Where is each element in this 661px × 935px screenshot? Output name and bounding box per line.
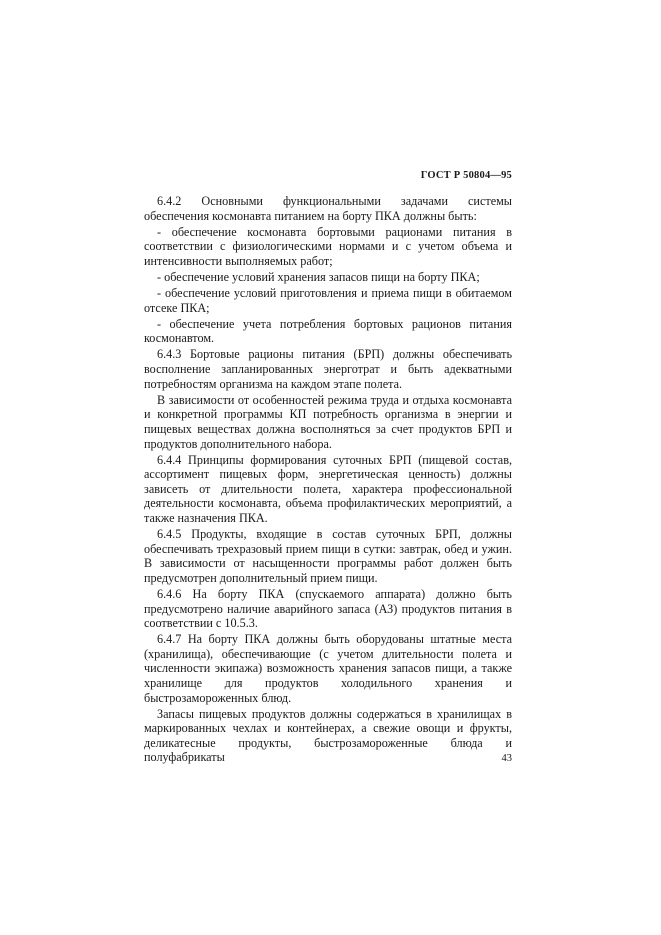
- paragraph-6-4-4: 6.4.4 Принципы формирования суточных БРП (пищевой состав, ассортимент пищевых форм, энергетическая ценность) должны зависеть от длительности полета, характера профессиональной деятельности космонавта, объема профилактических мероприятий, а также назначения ПКА.: [144, 452, 512, 525]
- list-item: - обеспечение учета потребления бортовых рационов питания космонавтом.: [144, 316, 512, 346]
- paragraph-6-4-7: 6.4.7 На борту ПКА должны быть оборудованы штатные места (хранилища), обеспечивающие (с учетом длительности полета и численности экипажа) возможность хранения запасов пищи, а также хранилище для продуктов холодильного хранения и быстрозамороженных блюд.: [144, 632, 512, 705]
- paragraph: В зависимости от особенностей режима труда и отдыха космонавта и конкретной программы КП потребность организма в энергии и пищевых веществах должна восполняться за счет продуктов БРП и продуктов дополнительного набора.: [144, 392, 512, 451]
- paragraph-6-4-2: 6.4.2 Основными функциональными задачами системы обеспечения космонавта питанием на борту ПКА должны быть:: [144, 194, 512, 223]
- list-item: - обеспечение космонавта бортовыми рационами питания в соответствии с физиологическими нормами и с учетом объема и интенсивности выполняемых работ;: [144, 224, 512, 268]
- document-body: [144, 194, 512, 767]
- document-header: ГОСТ Р 50804—95: [420, 170, 512, 181]
- list-item: - обеспечение условий хранения запасов пищи на борту ПКА;: [157, 269, 480, 284]
- paragraph-6-4-6: 6.4.6 На борту ПКА (спускаемого аппарата) должно быть предусмотрено наличие аварийного запаса (АЗ) продуктов питания в соответствии с 10.5.3.: [144, 586, 512, 631]
- page-number: 43: [501, 753, 512, 764]
- paragraph-6-4-3: 6.4.3 Бортовые рационы питания (БРП) должны обеспечивать восполнение запланированных энерготрат и быть адекватными потребностям организма на каждом этапе полета.: [144, 347, 512, 391]
- paragraph: Запасы пищевых продуктов должны содержаться в хранилищах в маркированных чехлах и контейнерах, а свежие овощи и фрукты, деликатесные продукты, быстрозамороженные блюда и полуфабрикаты: [144, 706, 512, 765]
- paragraph-6-4-5: 6.4.5 Продукты, входящие в состав суточных БРП, должны обеспечивать трехразовый прием пищи в сутки: завтрак, обед и ужин. В зависимости от насыщенности программы работ должен быть предусмотрен дополнительный прием пищи.: [144, 527, 512, 585]
- list-item: - обеспечение условий приготовления и приема пищи в обитаемом отсеке ПКА;: [144, 286, 512, 315]
